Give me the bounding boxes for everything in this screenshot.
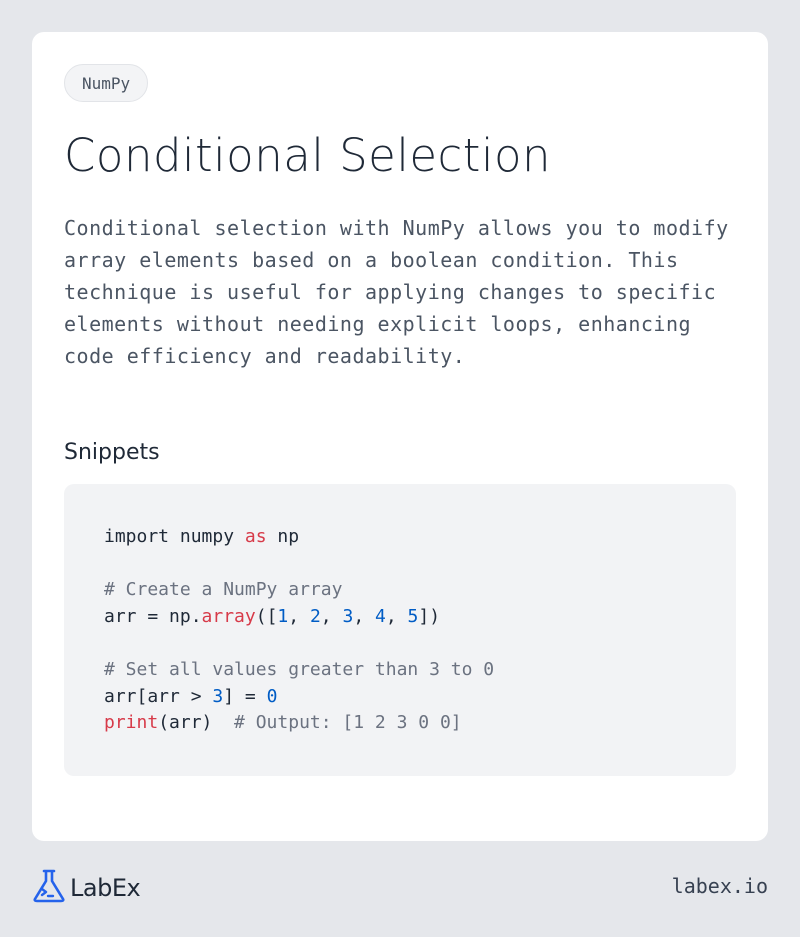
code-number: 2 <box>309 605 321 627</box>
code-function: array <box>201 605 256 627</box>
code-separator: , <box>353 605 376 627</box>
topic-tag[interactable]: NumPy <box>64 64 148 102</box>
code-number: 3 <box>342 605 354 627</box>
code-text: arr[arr > <box>104 685 213 707</box>
code-number: 3 <box>212 685 224 707</box>
description: Conditional selection with NumPy allows you to modify array elements based on a boolean condition. This technique is useful for applying changes to specific elements without needing explicit loops, enhancing code efficiency and readability. <box>64 216 729 368</box>
code-text: np <box>266 526 300 547</box>
code-keyword: as <box>244 526 267 547</box>
code-separator: , <box>385 605 408 627</box>
code-text: ([ <box>255 605 278 627</box>
flask-icon <box>32 869 66 908</box>
code-comment: # Set all values greater than 3 to 0 <box>104 658 495 680</box>
code-text: import numpy <box>104 526 245 547</box>
code-text: ] = <box>223 685 267 707</box>
code-text: arr = np. <box>104 605 202 627</box>
code-snippet <box>64 484 736 776</box>
brand-name: LabEx <box>70 874 141 902</box>
code-separator: , <box>320 605 343 627</box>
code-number: 5 <box>407 605 419 627</box>
code-comment: # Output: [1 2 3 0 0] <box>234 712 462 734</box>
page-title: Conditional Selection <box>64 129 551 182</box>
code-number: 1 <box>277 605 289 627</box>
code-function: print <box>104 712 159 734</box>
code-comment: # Create a NumPy array <box>104 579 343 601</box>
code-text: ]) <box>418 605 441 627</box>
code-separator: , <box>288 605 310 627</box>
code-number: 4 <box>375 605 386 627</box>
code-number: 0 <box>266 685 278 707</box>
snippets-heading: Snippets <box>64 440 160 465</box>
code-block <box>104 524 494 737</box>
labex-logo[interactable] <box>32 870 140 906</box>
code-text: (arr) <box>158 712 235 734</box>
site-url[interactable]: labex.io <box>671 874 768 898</box>
content-card <box>32 32 768 841</box>
